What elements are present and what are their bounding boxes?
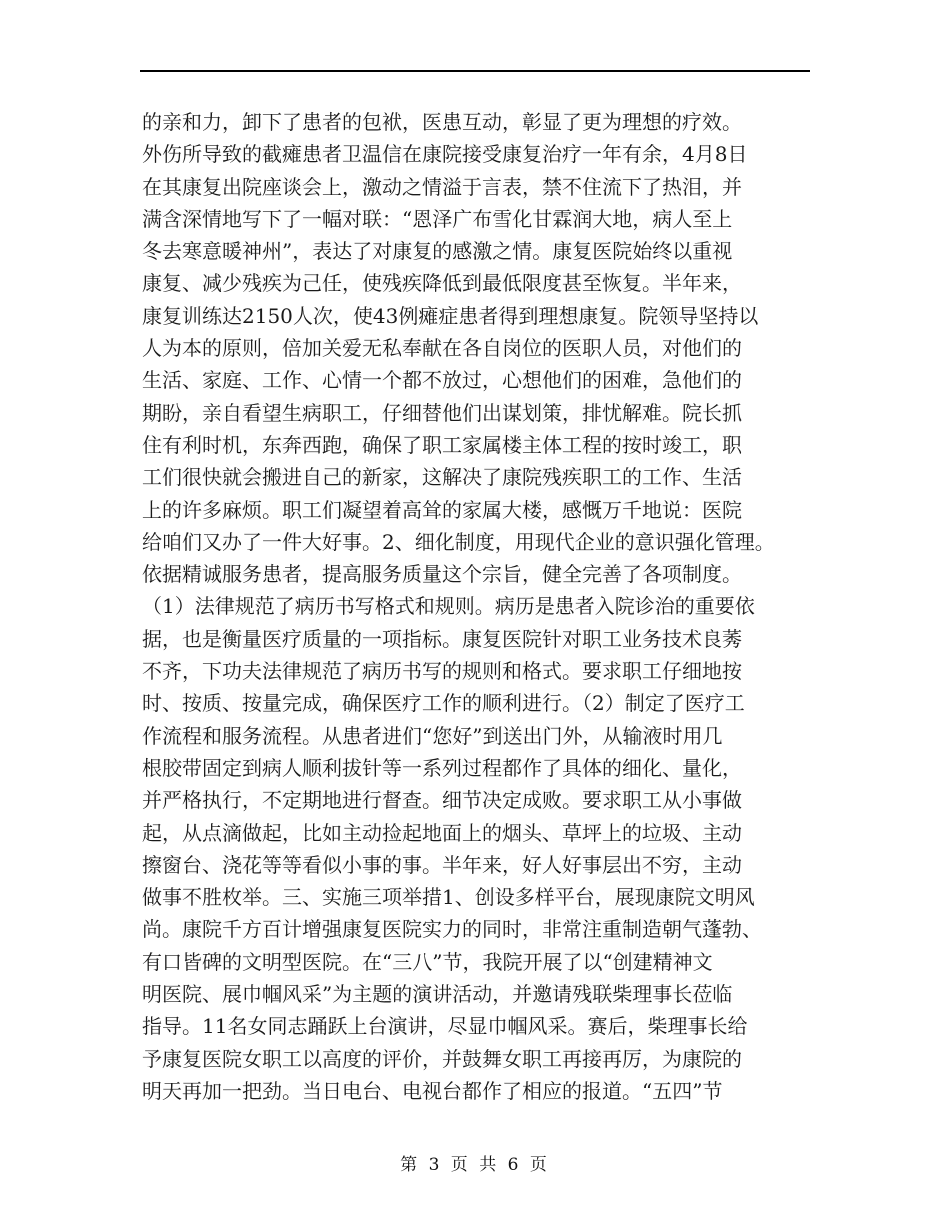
text-line: 明天再加一把劲。当日电台、电视台都作了相应的报道。“五四”节 (142, 1078, 723, 1103)
text-line: 据，也是衡量医疗质量的一项指标。康复医院针对职工业务技术良莠 (142, 626, 742, 651)
text-line: 给咱们又办了一件大好事。2、细化制度，用现代企业的意识强化管理。 (142, 529, 775, 554)
text-line: 住有利时机，东奔西跑，确保了职工家属楼主体工程的按时竣工，职 (142, 432, 742, 457)
text-line: 不齐，下功夫法律规范了病历书写的规则和格式。要求职工仔细地按 (142, 659, 742, 684)
text-line: 在其康复出院座谈会上，激动之情溢于言表，禁不住流下了热泪，并 (142, 174, 742, 199)
text-line: 康复训练达2150人次，使43例瘫症患者得到理想康复。院领导坚持以 (142, 303, 759, 328)
text-line: 时、按质、按量完成，确保医疗工作的顺利进行。（2）制定了医疗工 (142, 691, 745, 716)
text-line: 作流程和服务流程。从患者进们“您好”到送出门外，从输液时用几 (142, 723, 723, 748)
text-line: 予康复医院女职工以高度的评价，并鼓舞女职工再接再厉，为康院的 (142, 1046, 742, 1071)
text-line: 满含深情地写下了一幅对联：“恩泽广布雪化甘霖润大地，病人至上 (142, 206, 733, 231)
text-line: 依据精诚服务患者，提高服务质量这个宗旨，健全完善了各项制度。 (142, 562, 742, 587)
text-line: 外伤所导致的截瘫患者卫温信在康院接受康复治疗一年有余，4月8日 (142, 142, 748, 167)
text-line: 人为本的原则，倍加关爱无私奉献在各自岗位的医职人员，对他们的 (142, 336, 742, 361)
text-line: 做事不胜枚举。三、实施三项举措1、创设多样平台，展现康院文明风 (142, 885, 755, 910)
text-line: 明医院、展巾帼风采”为主题的演讲活动，并邀请残联柴理事长莅临 (142, 982, 733, 1007)
page-number-footer: 第 3 页 共 6 页 (400, 1155, 550, 1175)
text-line: 有口皆碑的文明型医院。在“三八”节，我院开展了以“创建精神文 (142, 949, 713, 974)
text-line: 起，从点滴做起，比如主动捡起地面上的烟头、草坪上的垃圾、主动 (142, 820, 742, 845)
text-line: 冬去寒意暖神州”，表达了对康复的感激之情。康复医院始终以重视 (142, 239, 733, 264)
text-line: 上的许多麻烦。职工们凝望着高耸的家属大楼，感慨万千地说：医院 (142, 497, 742, 522)
text-line: 工们很快就会搬进自己的新家，这解决了康院残疾职工的工作、生活 (142, 465, 742, 490)
header-divider (140, 70, 810, 72)
text-line: 指导。11名女同志踊跃上台演讲，尽显巾帼风采。赛后，柴理事长给 (142, 1014, 748, 1039)
text-line: 康复、减少残疾为己任，使残疾降低到最低限度甚至恢复。半年来， (142, 271, 742, 296)
text-line: （1）法律规范了病历书写格式和规则。病历是患者入院诊治的重要依 (142, 594, 755, 619)
text-line: 生活、家庭、工作、心情一个都不放过，心想他们的困难，急他们的 (142, 368, 742, 393)
text-line: 尚。康院千方百计增强康复医院实力的同时，非常注重制造朝气蓬勃、 (142, 917, 762, 942)
text-line: 并严格执行，不定期地进行督查。细节决定成败。要求职工从小事做 (142, 788, 742, 813)
text-line: 擦窗台、浇花等等看似小事的事。半年来，好人好事层出不穷，主动 (142, 852, 742, 877)
body-text (142, 106, 822, 1107)
text-line: 根胶带固定到病人顺利拔针等一系列过程都作了具体的细化、量化， (142, 755, 742, 780)
text-line: 期盼，亲自看望生病职工，仔细替他们出谋划策，排忧解难。院长抓 (142, 400, 742, 425)
text-line: 的亲和力，卸下了患者的包袱，医患互动，彰显了更为理想的疗效。 (142, 110, 742, 134)
